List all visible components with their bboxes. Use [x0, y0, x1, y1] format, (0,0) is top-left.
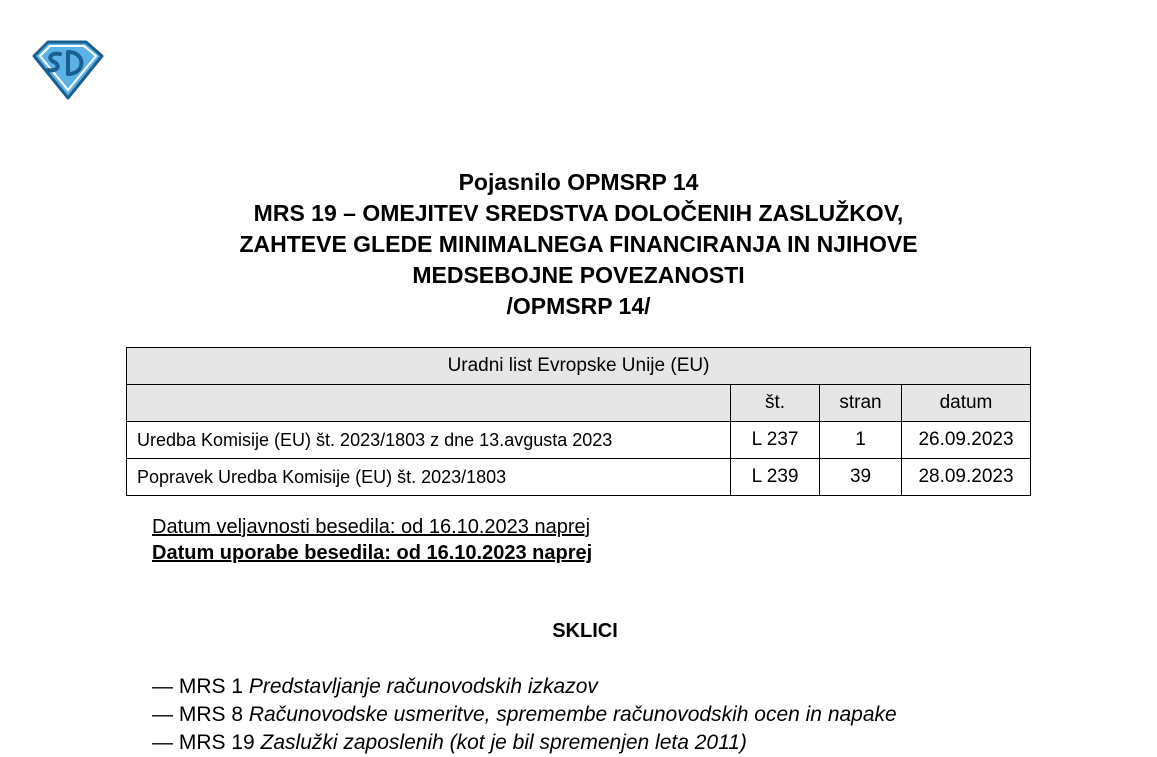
row-stran: 39 [820, 459, 902, 496]
list-item [152, 673, 897, 701]
table-row [127, 459, 1031, 496]
reference-prefix: — MRS 1 [152, 675, 249, 698]
column-header-desc [127, 385, 731, 422]
row-desc: Popravek Uredba Komisije (EU) št. 2023/1803 [127, 459, 731, 496]
reference-prefix: — MRS 19 [152, 731, 261, 754]
row-stran: 1 [820, 422, 902, 459]
reference-title: Računovodske usmeritve, spremembe računovodskih ocen in napake [248, 703, 897, 726]
row-st: L 239 [731, 459, 820, 496]
application-date: Datum uporabe besedila: od 16.10.2023 naprej [152, 542, 593, 564]
column-header-st: št. [731, 385, 820, 422]
row-desc: Uredba Komisije (EU) št. 2023/1803 z dne 13.avgusta 2023 [127, 422, 731, 459]
document-title [0, 167, 1157, 322]
references-list [152, 673, 897, 757]
list-item [152, 729, 897, 757]
title-line-3: ZAHTEVE GLEDE MINIMALNEGA FINANCIRANJA IN NJIHOVE [239, 231, 918, 257]
title-line-2: MRS 19 – OMEJITEV SREDSTVA DOLOČENIH ZASLUŽKOV, [253, 200, 904, 226]
validity-date: Datum veljavnosti besedila: od 16.10.2023 naprej [152, 516, 591, 538]
table-row [127, 422, 1031, 459]
row-datum: 28.09.2023 [901, 459, 1030, 496]
column-header-datum: datum [901, 385, 1030, 422]
title-line-4: MEDSEBOJNE POVEZANOSTI [412, 262, 745, 288]
validity-dates [152, 514, 592, 566]
title-line-5: /OPMSRP 14/ [506, 293, 651, 319]
column-header-stran: stran [820, 385, 902, 422]
official-journal-table [126, 347, 1031, 496]
table-caption: Uradni list Evropske Unije (EU) [127, 348, 1031, 385]
row-st: L 237 [731, 422, 820, 459]
reference-title: Zaslužki zaposlenih (kot je bil spremenjen leta 2011) [260, 731, 747, 754]
reference-prefix: — MRS 8 [152, 703, 249, 726]
title-line-1: Pojasnilo OPMSRP 14 [458, 169, 699, 195]
row-datum: 26.09.2023 [901, 422, 1030, 459]
list-item [152, 701, 897, 729]
table-caption-row [127, 348, 1031, 385]
sd-logo-icon [30, 40, 104, 100]
references-heading: SKLICI [552, 620, 618, 642]
reference-title: Predstavljanje računovodskih izkazov [248, 675, 598, 698]
table-header-row [127, 385, 1031, 422]
